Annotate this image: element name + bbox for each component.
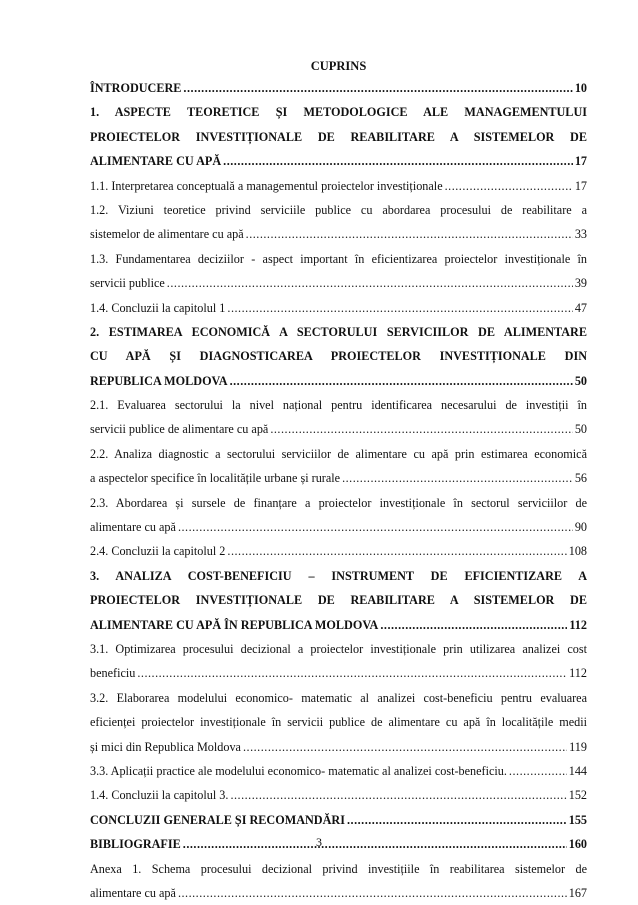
toc-dot-leader: [380, 613, 567, 637]
toc-entry[interactable]: [90, 759, 587, 783]
toc-entry-line: [90, 344, 587, 368]
toc-entry-line: [90, 442, 587, 466]
toc-entry[interactable]: [90, 393, 587, 442]
toc-page-number: 47: [575, 296, 587, 320]
toc-page-number: 119: [569, 735, 587, 759]
toc-entry-text: 3.2. Elaborarea modelului economico- matematic al analizei cost-beneficiu pentru evaluarea: [90, 686, 587, 710]
toc-entry-line: [90, 881, 587, 905]
toc-entry-text: 2.3. Abordarea și sursele de finanțare a proiectelor investiționale în sectorul serviciilor de: [90, 491, 587, 515]
toc-entry-text: 2.4. Concluzii la capitolul 2: [90, 539, 225, 563]
toc-entry-text: PROIECTELOR INVESTIȚIONALE DE REABILITARE A SISTEMELOR DE: [90, 588, 587, 612]
toc-dot-leader: [178, 881, 567, 905]
toc-entries: [90, 76, 587, 905]
toc-dot-leader: [342, 466, 573, 490]
toc-entry[interactable]: [90, 247, 587, 296]
toc-entry-line: [90, 125, 587, 149]
toc-page-number: 112: [569, 661, 587, 685]
toc-entry-text: sistemelor de alimentare cu apă: [90, 222, 244, 246]
toc-entry-line: [90, 710, 587, 734]
toc-entry-line: [90, 491, 587, 515]
toc-entry-text: alimentare cu apă: [90, 515, 176, 539]
toc-entry[interactable]: [90, 808, 587, 832]
toc-page-number: 155: [569, 808, 587, 832]
toc-entry-line: [90, 417, 587, 441]
table-of-contents: [90, 58, 587, 905]
toc-entry-text: beneficiu: [90, 661, 135, 685]
toc-entry-text: 1. ASPECTE TEORETICE ȘI METODOLOGICE ALE MANAGEMENTULUI: [90, 100, 587, 124]
toc-entry[interactable]: [90, 100, 587, 173]
toc-page-number: 56: [575, 466, 587, 490]
toc-entry-line: [90, 222, 587, 246]
toc-entry-text: ÎNTRODUCERE: [90, 76, 181, 100]
toc-entry[interactable]: [90, 491, 587, 540]
toc-dot-leader: [509, 759, 567, 783]
toc-page-number: 144: [569, 759, 587, 783]
toc-entry-text: 2.1. Evaluarea sectorului la nivel național pentru identificarea necesarului de investiții în: [90, 393, 587, 417]
toc-entry-line: [90, 539, 587, 563]
toc-dot-leader: [137, 661, 567, 685]
toc-dot-leader: [178, 515, 573, 539]
toc-entry-line: [90, 515, 587, 539]
toc-dot-leader: [227, 296, 572, 320]
toc-page-number: 152: [569, 783, 587, 807]
toc-entry[interactable]: [90, 539, 587, 563]
toc-entry-text: ALIMENTARE CU APĂ ÎN REPUBLICA MOLDOVA: [90, 613, 378, 637]
toc-entry-line: [90, 808, 587, 832]
toc-page-number: 90: [575, 515, 587, 539]
toc-dot-leader: [243, 735, 567, 759]
toc-entry-line: [90, 466, 587, 490]
toc-entry-line: [90, 735, 587, 759]
toc-page-number: 10: [575, 76, 587, 100]
toc-entry-text: 2.2. Analiza diagnostic a sectorului serviciilor de alimentare cu apă prin estimarea economică: [90, 442, 587, 466]
toc-entry-line: [90, 296, 587, 320]
toc-entry-line: [90, 76, 587, 100]
toc-entry-text: CU APĂ ȘI DIAGNOSTICAREA PROIECTELOR INVESTIȚIONALE DIN: [90, 344, 587, 368]
toc-entry-text: BIBLIOGRAFIE: [90, 832, 181, 856]
toc-entry-line: [90, 857, 587, 881]
toc-entry[interactable]: [90, 442, 587, 491]
page-number: 3: [0, 835, 638, 850]
toc-page-number: 50: [575, 417, 587, 441]
toc-entry-line: [90, 393, 587, 417]
toc-title: CUPRINS: [90, 58, 587, 74]
toc-entry-text: 3. ANALIZA COST-BENEFICIU – INSTRUMENT DE EFICIENTIZARE A: [90, 564, 587, 588]
toc-dot-leader: [445, 174, 573, 198]
toc-entry-line: [90, 588, 587, 612]
toc-entry-text: 1.4. Concluzii la capitolul 1: [90, 296, 225, 320]
toc-entry-text: 1.1. Interpretarea conceptuală a managementul proiectelor investiționale: [90, 174, 443, 198]
toc-dot-leader: [230, 369, 573, 393]
toc-page-number: 108: [569, 539, 587, 563]
toc-entry-line: [90, 613, 587, 637]
toc-entry-line: [90, 247, 587, 271]
toc-entry-line: [90, 149, 587, 173]
toc-entry-text: 2. ESTIMAREA ECONOMICĂ A SECTORULUI SERVICIILOR DE ALIMENTARE: [90, 320, 587, 344]
toc-entry-line: [90, 564, 587, 588]
toc-entry-text: 1.2. Viziuni teoretice privind serviciile publice cu abordarea procesului de reabilitare a: [90, 198, 587, 222]
toc-entry-text: 1.4. Concluzii la capitolul 3.: [90, 783, 228, 807]
toc-entry-text: Anexa 1. Schema procesului decizional privind investițiile în reabilitarea sistemelor de: [90, 857, 587, 881]
toc-entry-line: [90, 320, 587, 344]
toc-entry-line: [90, 174, 587, 198]
toc-entry-text: și mici din Republica Moldova: [90, 735, 241, 759]
toc-entry-text: 3.3. Aplicații practice ale modelului economico- matematic al analizei cost-beneficiu.: [90, 759, 507, 783]
toc-entry[interactable]: [90, 857, 587, 905]
toc-entry-line: [90, 198, 587, 222]
toc-page-number: 167: [569, 881, 587, 905]
toc-entry-text: 1.3. Fundamentarea deciziilor - aspect important în eficientizarea proiectelor investiționale în: [90, 247, 587, 271]
toc-dot-leader: [167, 271, 573, 295]
toc-dot-leader: [223, 149, 573, 173]
toc-entry[interactable]: [90, 783, 587, 807]
toc-entry-line: [90, 637, 587, 661]
toc-entry-line: [90, 686, 587, 710]
toc-entry[interactable]: [90, 76, 587, 100]
toc-dot-leader: [230, 783, 566, 807]
toc-entry-text: servicii publice de alimentare cu apă: [90, 417, 268, 441]
toc-page-number: 39: [575, 271, 587, 295]
toc-entry-text: ALIMENTARE CU APĂ: [90, 149, 221, 173]
toc-entry[interactable]: [90, 320, 587, 393]
toc-entry-line: [90, 271, 587, 295]
toc-entry-line: [90, 783, 587, 807]
toc-dot-leader: [347, 808, 567, 832]
toc-entry-text: eficienței proiectelor investiționale în servicii publice de alimentare cu apă în localitățile medii: [90, 710, 587, 734]
toc-entry-text: REPUBLICA MOLDOVA: [90, 369, 228, 393]
toc-entry[interactable]: [90, 686, 587, 759]
toc-dot-leader: [227, 539, 566, 563]
toc-entry[interactable]: [90, 198, 587, 247]
toc-entry-text: alimentare cu apă: [90, 881, 176, 905]
toc-entry-line: [90, 369, 587, 393]
toc-dot-leader: [270, 417, 572, 441]
toc-page-number: 17: [575, 149, 587, 173]
toc-page-number: 33: [575, 222, 587, 246]
toc-page-number: 50: [575, 369, 587, 393]
toc-entry-text: CONCLUZII GENERALE ȘI RECOMANDĂRI: [90, 808, 345, 832]
toc-entry-line: [90, 100, 587, 124]
toc-page-number: 17: [575, 174, 587, 198]
toc-dot-leader: [246, 222, 573, 246]
toc-entry-text: PROIECTELOR INVESTIȚIONALE DE REABILITARE A SISTEMELOR DE: [90, 125, 587, 149]
toc-page-number: 112: [569, 613, 587, 637]
toc-entry[interactable]: [90, 564, 587, 637]
toc-entry[interactable]: [90, 637, 587, 686]
toc-entry-line: [90, 661, 587, 685]
toc-page-number: 160: [569, 832, 587, 856]
toc-entry-text: 3.1. Optimizarea procesului decizional a proiectelor investiționale prin utilizarea analizei cost: [90, 637, 587, 661]
toc-entry-text: servicii publice: [90, 271, 165, 295]
toc-entry-line: [90, 759, 587, 783]
toc-dot-leader: [183, 76, 572, 100]
toc-entry[interactable]: [90, 174, 587, 198]
toc-entry[interactable]: [90, 296, 587, 320]
toc-entry-text: a aspectelor specifice în localitățile urbane și rurale: [90, 466, 340, 490]
